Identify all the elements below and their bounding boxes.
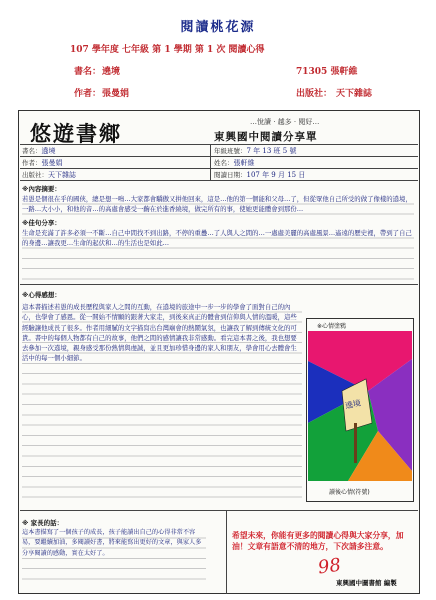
divider xyxy=(20,180,418,181)
form-book-field xyxy=(22,146,56,156)
publisher-value: 天下雜誌 xyxy=(336,89,373,99)
form-book-label: 書名： xyxy=(22,147,42,155)
form-date-field xyxy=(214,170,305,180)
book-label: 書名： xyxy=(74,67,102,77)
mood-doodle-box xyxy=(306,318,414,502)
divider xyxy=(20,510,418,511)
divider xyxy=(20,284,418,285)
teacher-comment: 希望未來，你能有更多的閱讀心得與大家分享，加油！文章有語意不清的地方，下次請多注意。 xyxy=(232,531,404,551)
reflection-text: 這本書描述若愚的成長歷程與家人之間的互動，在遶境的旅途中一步一步的學會了面對自己的內心，也學會了感恩。從一開始不情願的跟著大家走，到後來真正的體會到信仰與人情的溫暖，這些經驗讓他成長了很多。作者用細膩的文字描寫出台灣廟會的熱鬧氣氛，也讓我了解到傳統文化的可貴。書中的每個人物都有自己的故事，他們之間的感情讓我非常感動。看完這本書之後，我也想要去參加一次遶境，親身感受那份熱情與虔誠，並且更加珍惜身邊的家人和朋友，學會用心去體會生活中的每一個小細節。 xyxy=(22,302,302,498)
page-title: 閱讀桃花源 xyxy=(180,20,256,35)
parent-comment-label: ※ 家長的話： xyxy=(22,519,64,527)
form-publisher-value: 天下雜誌 xyxy=(48,171,76,179)
form-class-field xyxy=(214,146,296,156)
publisher-label: 出版社： xyxy=(296,89,333,99)
book-value: 遶境 xyxy=(102,67,121,77)
author-label: 作者： xyxy=(74,89,102,99)
form-class-value: 7 年 13 班 5 號 xyxy=(246,147,297,155)
form-author-label: 作者： xyxy=(22,159,42,167)
form-name-label: 姓名： xyxy=(214,159,234,167)
doodle-caption: 讀後心情(符號) xyxy=(329,489,370,496)
form-slogan: …悅讀 · 越多 · 閱好… xyxy=(250,118,320,126)
form-book-value: 遶境 xyxy=(41,147,56,155)
parent-comment-text: 這本書描寫了一個孩子的成長，孩子能讀出自己的心得非常不容易，要繼續加油，多閱讀好書，將來能寫出更好的文章，與家人多分享閱讀的感動，實在太好了。 xyxy=(22,528,206,580)
divider xyxy=(20,156,418,157)
form-publisher-field xyxy=(22,170,76,180)
divider xyxy=(20,168,418,169)
form-date-value: 107 年 9 月 15 日 xyxy=(246,171,306,179)
doodle-title: ※心情塗鴉 xyxy=(317,323,347,330)
footer-credit: 東興國中圖書館 編製 xyxy=(336,579,397,587)
form-author-value: 張曼娟 xyxy=(41,159,63,167)
divider xyxy=(226,510,227,594)
form-author-field xyxy=(22,158,63,168)
quote-text: 生命是充滿了許多必須一不斷…自己中間找不到出路，不停的重疊…了人與人之間的…一處處美麗的高處風景…遙遠的歷史裡，帶到了自己的身邊…讓我更…生命的起伏和…的生活也是如此… xyxy=(22,228,414,280)
divider xyxy=(20,144,418,145)
score-mark: 98 xyxy=(316,554,343,579)
reflection-label: ※心得感想： xyxy=(22,291,61,299)
student-id: 71305 張軒維 xyxy=(296,67,358,77)
doodle-sign-text: 遶境 xyxy=(344,398,362,411)
summary-text: 若愚是個很在乎的國俠，總是想一鳴…大家都會驕傲又拼他回來，這是…他的第一個能和父母…了，但從眾他自己所受的做了像樣的遶境，一路…大小小，和他的音…的高處會感受一齣在於進香繞境，做完所有的事，使她更能體會到那份… xyxy=(22,194,414,215)
summary-label: ※內容摘要： xyxy=(22,185,61,193)
author-value: 張曼娟 xyxy=(102,89,130,99)
form-class-label: 年級班號： xyxy=(214,147,247,155)
term-line: 107 學年度 七年級 第 1 學期 第 1 次 閱讀心得 xyxy=(70,45,265,55)
divider xyxy=(210,144,211,180)
quote-label: ※佳句分享： xyxy=(22,219,61,227)
form-date-label: 閱讀日期： xyxy=(214,171,247,179)
form-publisher-label: 出版社： xyxy=(22,171,48,179)
form-name-field xyxy=(214,158,255,168)
form-title: 東興國中閱讀分享單 xyxy=(214,131,318,143)
form-logo: 悠遊書鄉 xyxy=(30,121,122,146)
form-name-value: 張軒維 xyxy=(233,159,255,167)
